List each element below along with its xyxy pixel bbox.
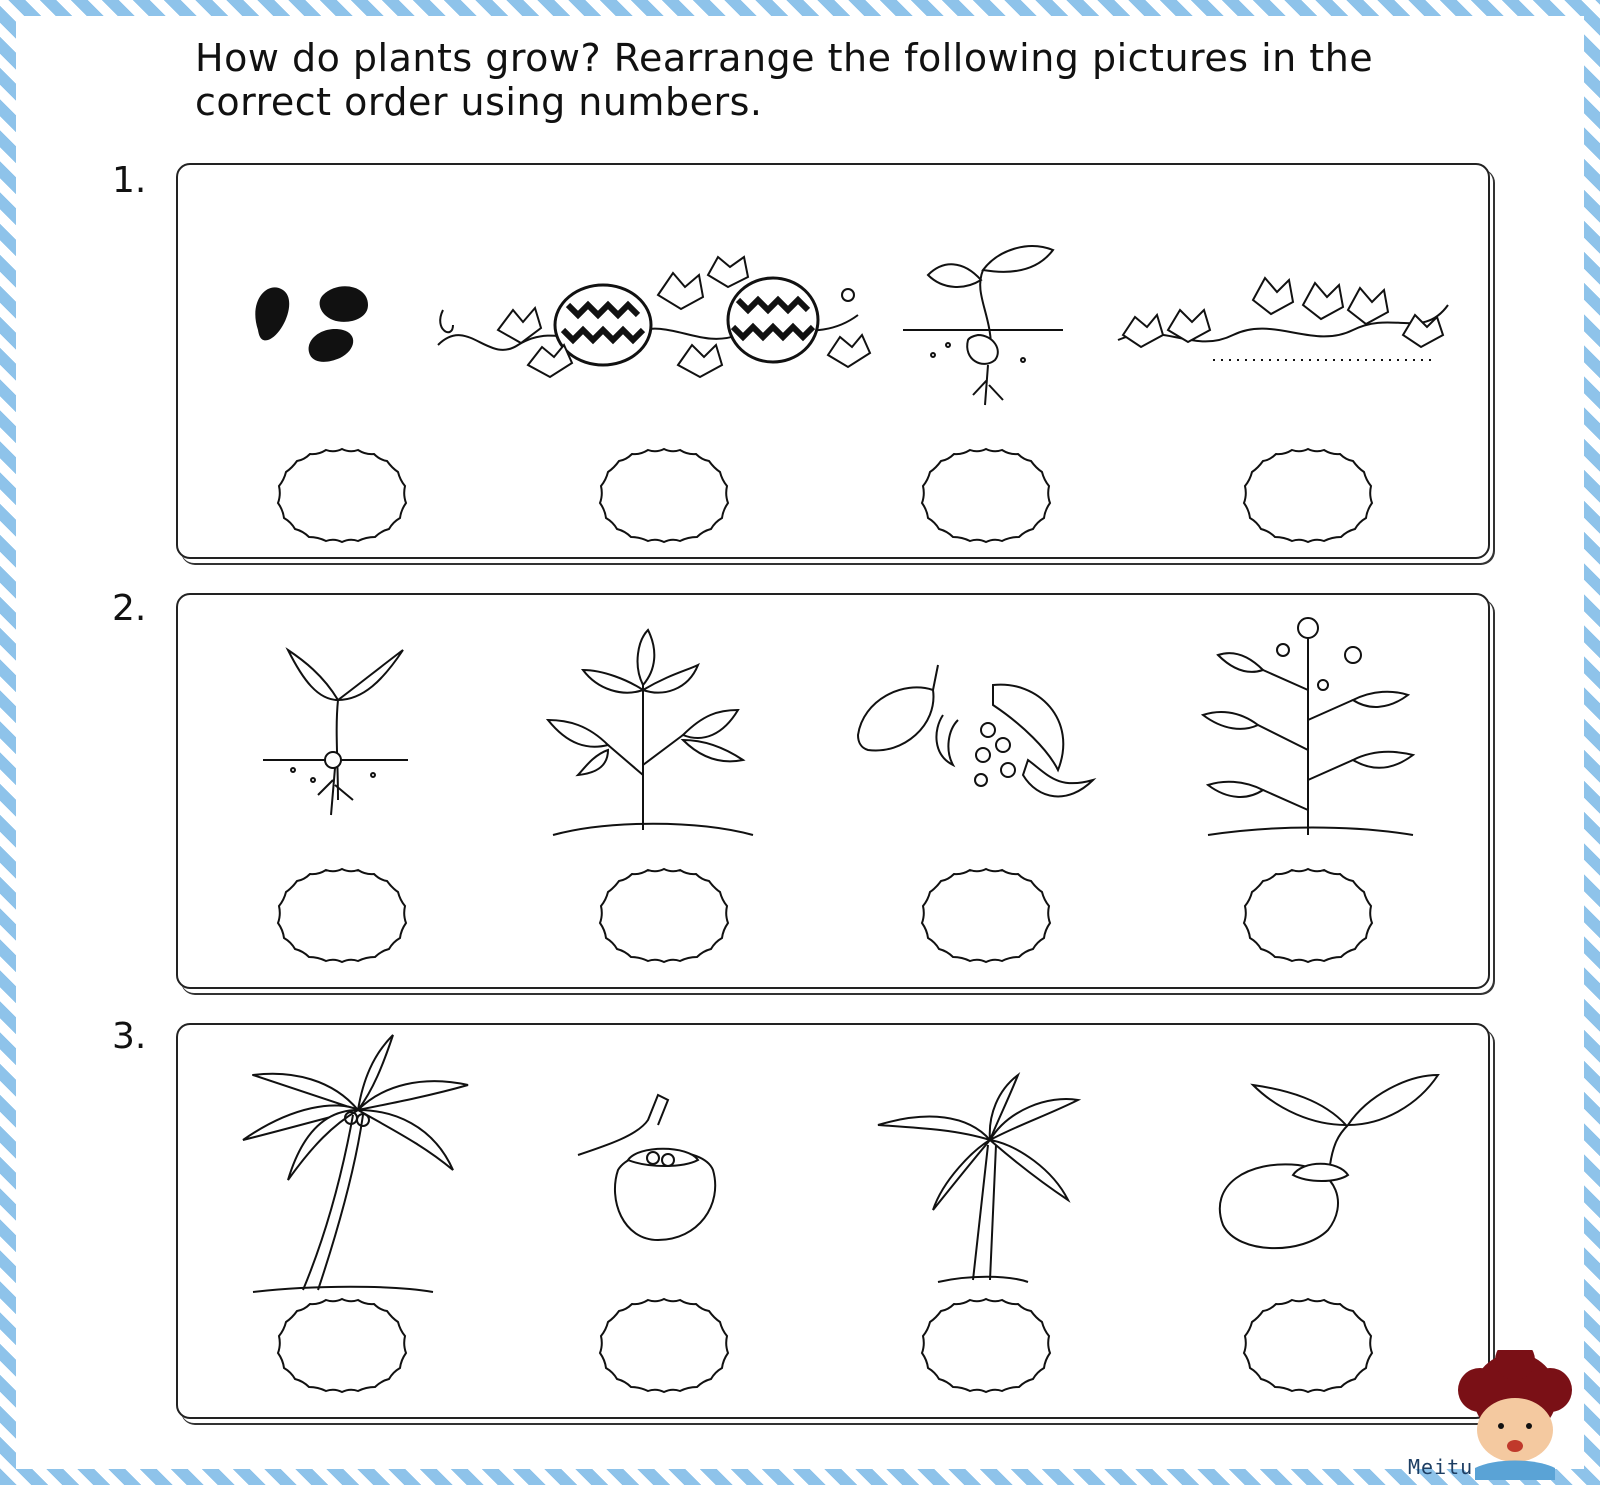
coconut-tree-young-picture — [878, 1070, 1078, 1285]
coconut-picture — [578, 1090, 738, 1250]
question-1-panel — [176, 163, 1490, 559]
question-2-number: 2. — [112, 588, 147, 629]
watermelon-sprout-picture — [903, 235, 1063, 410]
answer-circle-1-4[interactable] — [1240, 445, 1376, 545]
watermelon-plant-with-fruit-picture — [428, 255, 868, 395]
flowering-plant-picture — [1203, 610, 1418, 840]
answer-circle-2-1[interactable] — [274, 865, 410, 965]
question-3-number: 3. — [112, 1016, 147, 1057]
seedling-picture — [263, 640, 413, 820]
meitu-watermark-text: Meitu — [1408, 1455, 1474, 1479]
answer-circle-3-3[interactable] — [918, 1295, 1054, 1395]
question-1-number: 1. — [112, 160, 147, 201]
sprouting-coconut-picture — [1208, 1065, 1438, 1255]
answer-circle-3-2[interactable] — [596, 1295, 732, 1395]
answer-circle-3-4[interactable] — [1240, 1295, 1376, 1395]
question-3-panel — [176, 1023, 1490, 1419]
answer-circle-3-1[interactable] — [274, 1295, 410, 1395]
answer-circle-2-4[interactable] — [1240, 865, 1376, 965]
answer-circle-2-3[interactable] — [918, 865, 1054, 965]
answer-circle-2-2[interactable] — [596, 865, 732, 965]
watermelon-seeds-picture — [228, 260, 398, 370]
answer-circle-1-2[interactable] — [596, 445, 732, 545]
answer-circle-1-3[interactable] — [918, 445, 1054, 545]
watermelon-vine-picture — [1113, 265, 1453, 365]
young-plant-picture — [548, 625, 758, 840]
question-2-panel — [176, 593, 1490, 989]
coconut-tree-tall-picture — [233, 1030, 473, 1300]
answer-circle-1-1[interactable] — [274, 445, 410, 545]
worksheet-instruction: How do plants grow? Rearrange the following pictures in the correct order using numbers. — [195, 36, 1374, 124]
seeds-and-pod-picture — [853, 660, 1103, 810]
